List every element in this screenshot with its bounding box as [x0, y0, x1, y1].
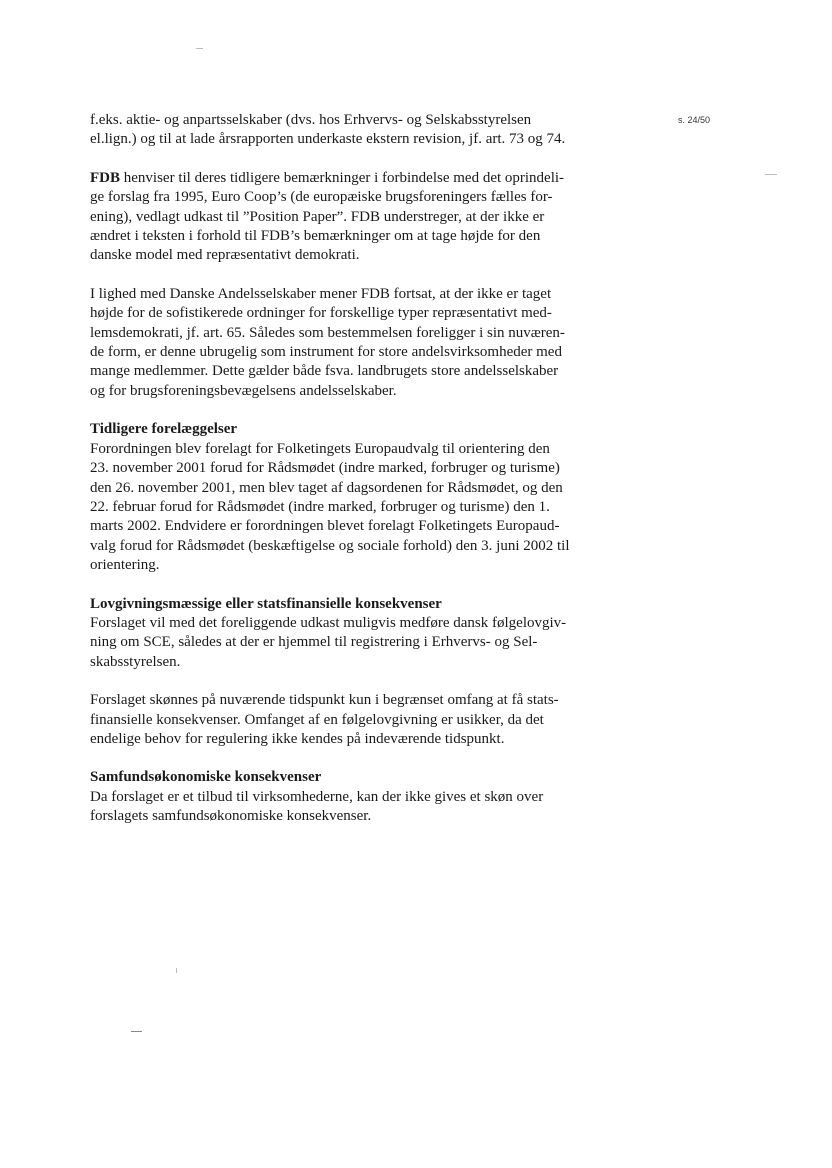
- paragraph-3: [90, 285, 650, 401]
- section-tidligere-forelaeggelser: [90, 420, 650, 575]
- scan-mark-top: [196, 48, 203, 49]
- text-line: 23. november 2001 forud for Rådsmødet (indre marked, forbruger og turisme): [90, 460, 560, 477]
- text-line: Forslaget skønnes på nuværende tidspunkt kun i begrænset omfang at få stats-: [90, 692, 559, 709]
- section-heading: Samfundsøkonomiske konsekvenser: [90, 769, 322, 786]
- text-line: ening), vedlagt udkast til ”Position Paper”. FDB understreger, at der ikke er: [90, 208, 545, 225]
- text-line: 22. februar forud for Rådsmødet (indre marked, forbruger og turisme) den 1.: [90, 498, 550, 515]
- section-heading: Lovgivningsmæssige eller statsfinansielle konsekvenser: [90, 595, 442, 612]
- text-line: Forordningen blev forelagt for Folketingets Europaudvalg til orientering den: [90, 440, 550, 457]
- text-line: marts 2002. Endvidere er forordningen blevet forelagt Folketingets Europaud-: [90, 518, 560, 535]
- text-line: [90, 169, 650, 188]
- section-lovgivning: [90, 595, 650, 673]
- scan-mark-right: [765, 174, 777, 175]
- text-line: de form, er denne ubrugelig som instrument for store andelsvirksomheder med: [90, 344, 562, 361]
- text-line: forslagets samfundsøkonomiske konsekvenser.: [90, 808, 372, 825]
- text-line: Da forslaget er et tilbud til virksomhederne, kan der ikke gives et skøn over: [90, 788, 544, 805]
- text-line: f.eks. aktie- og anpartsselskaber (dvs. hos Erhvervs- og Selskabsstyrelsen: [90, 112, 532, 128]
- text-line: Forslaget vil med det foreliggende udkast muligvis medføre dansk følgelovgiv-: [90, 614, 567, 631]
- text-line: skabsstyrelsen.: [90, 653, 181, 670]
- scan-mark-mid: [176, 968, 177, 973]
- text-line: højde for de sofistikerede ordninger for forskellige typer repræsentativt med-: [90, 305, 552, 322]
- paragraph-fdb: [90, 169, 650, 266]
- page-number: s. 24/50: [678, 115, 711, 125]
- text-line: mange medlemmer. Dette gælder både fsva. landbrugets store andelsselskaber: [90, 363, 559, 380]
- text-line: endelige behov for regulering ikke kendes på indeværende tidspunkt.: [90, 730, 505, 747]
- paragraph-statsfinansielle: [90, 691, 650, 749]
- text-line: ændret i teksten i forhold til FDB’s bemærkninger om at tage højde for den: [90, 228, 541, 245]
- section-heading: Tidligere forelæggelser: [90, 421, 238, 438]
- text-run: henviser til deres tidligere bemærkninger i forbindelse med det oprindeli-: [120, 169, 565, 186]
- text-line: valg forud for Rådsmødet (beskæftigelse og sociale forhold) den 3. juni 2002 til: [90, 537, 570, 554]
- paragraph-1: [90, 111, 650, 150]
- text-line: finansielle konsekvenser. Omfanget af en følgelovgivning er usikker, da det: [90, 711, 544, 728]
- text-line: I lighed med Danske Andelsselskaber mener FDB fortsat, at der ikke er taget: [90, 285, 552, 302]
- text-line: orientering.: [90, 557, 160, 574]
- text-line: danske model med repræsentativt demokrati.: [90, 247, 360, 264]
- text-line: og for brugsforeningsbevægelsens andelsselskaber.: [90, 382, 397, 399]
- section-samfundsoekonomiske: [90, 768, 650, 826]
- document-body: [90, 111, 650, 846]
- scan-mark-bottom: [131, 1031, 142, 1032]
- text-line: lemsdemokrati, jf. art. 65. Således som bestemmelsen foreligger i sin nuværen-: [90, 324, 565, 341]
- text-line: el.lign.) og til at lade årsrapporten underkaste ekstern revision, jf. art. 73 og 74.: [90, 131, 566, 148]
- text-line: ge forslag fra 1995, Euro Coop’s (de europæiske brugsforeningers fælles for-: [90, 189, 553, 206]
- text-line: ning om SCE, således at der er hjemmel til registrering i Erhvervs- og Sel-: [90, 634, 538, 651]
- text-line: den 26. november 2001, men blev taget af dagsordenen for Rådsmødet, og den: [90, 479, 563, 496]
- fdb-lead: FDB: [90, 169, 120, 186]
